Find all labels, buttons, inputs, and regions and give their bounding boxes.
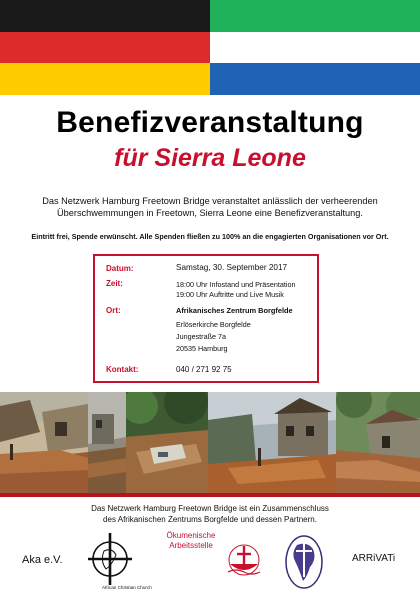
flag-stripe-white (210, 32, 420, 64)
time-line-1: 18:00 Uhr Infostand und Präsentation (176, 280, 296, 289)
date-value: Samstag, 30. September 2017 (176, 263, 288, 272)
oek-line-1: Ökumenische (166, 531, 216, 540)
german-flag (0, 0, 210, 95)
flood-photo-5 (336, 392, 420, 493)
flood-photo-strip (0, 392, 420, 493)
flag-stripe-black (0, 0, 210, 32)
africa-cross-icon (283, 533, 325, 591)
flag-banner (0, 0, 420, 95)
oikoumene-logo (220, 536, 268, 584)
flag-stripe-red (0, 32, 210, 64)
page-title: Benefizveranstaltung (56, 106, 364, 139)
flood-photo-2 (88, 392, 126, 493)
flag-stripe-green (210, 0, 420, 32)
arrivati-logo: ARRiVATi (352, 553, 396, 564)
cross-icon (82, 531, 160, 585)
time-line-2: 19:00 Uhr Auftritte und Live Musik (176, 290, 284, 299)
event-details-box (93, 254, 319, 383)
donation-note: Eintritt frei, Spende erwünscht. Alle Spenden fließen zu 100% an die engagierten Organisationen vor Ort. (31, 232, 389, 241)
african-christian-church-logo (82, 531, 160, 593)
oikoumene-boat-icon (220, 536, 268, 584)
contact-value: 040 / 271 92 75 (176, 365, 232, 374)
flag-stripe-blue (210, 63, 420, 95)
acc-caption: African Christian Church (102, 585, 152, 590)
address-line-1: Erlöserkirche Borgfelde (176, 320, 251, 329)
page-subtitle: für Sierra Leone (114, 144, 306, 172)
footer-line-1: Das Netzwerk Hamburg Freetown Bridge ist ein Zusammenschluss (91, 504, 329, 513)
contact-label: Kontakt: (106, 365, 139, 374)
flood-photo-1 (0, 392, 88, 493)
aka-logo: Aka e.V. (22, 554, 63, 566)
footer-text (20, 503, 400, 525)
oek-line-2: Arbeitsstelle (169, 541, 213, 550)
place-name: Afrikanisches Zentrum Borgfelde (176, 306, 293, 315)
date-label: Datum: (106, 264, 134, 273)
time-label: Zeit: (106, 279, 123, 288)
footer-line-2: des Afrikanischen Zentrums Borgfelde und dessen Partnern. (103, 515, 317, 524)
oekumenische-arbeitsstelle-label (157, 531, 225, 551)
sierra-leone-flag (210, 0, 420, 95)
address-line-2: Jungestraße 7a (176, 332, 226, 341)
place-label: Ort: (106, 306, 121, 315)
divider-line (0, 493, 420, 497)
flag-stripe-gold (0, 63, 210, 95)
flood-photo-4 (208, 392, 336, 493)
flood-photo-3 (126, 392, 208, 493)
intro-text: Das Netzwerk Hamburg Freetown Bridge veranstaltet anlässlich der verheerenden Überschwemmungen in Freetown, Sierra Leone eine Benefizveranstaltung. (42, 196, 378, 218)
address-line-3: 20535 Hamburg (176, 344, 228, 353)
african-christian-council-logo (283, 533, 325, 591)
